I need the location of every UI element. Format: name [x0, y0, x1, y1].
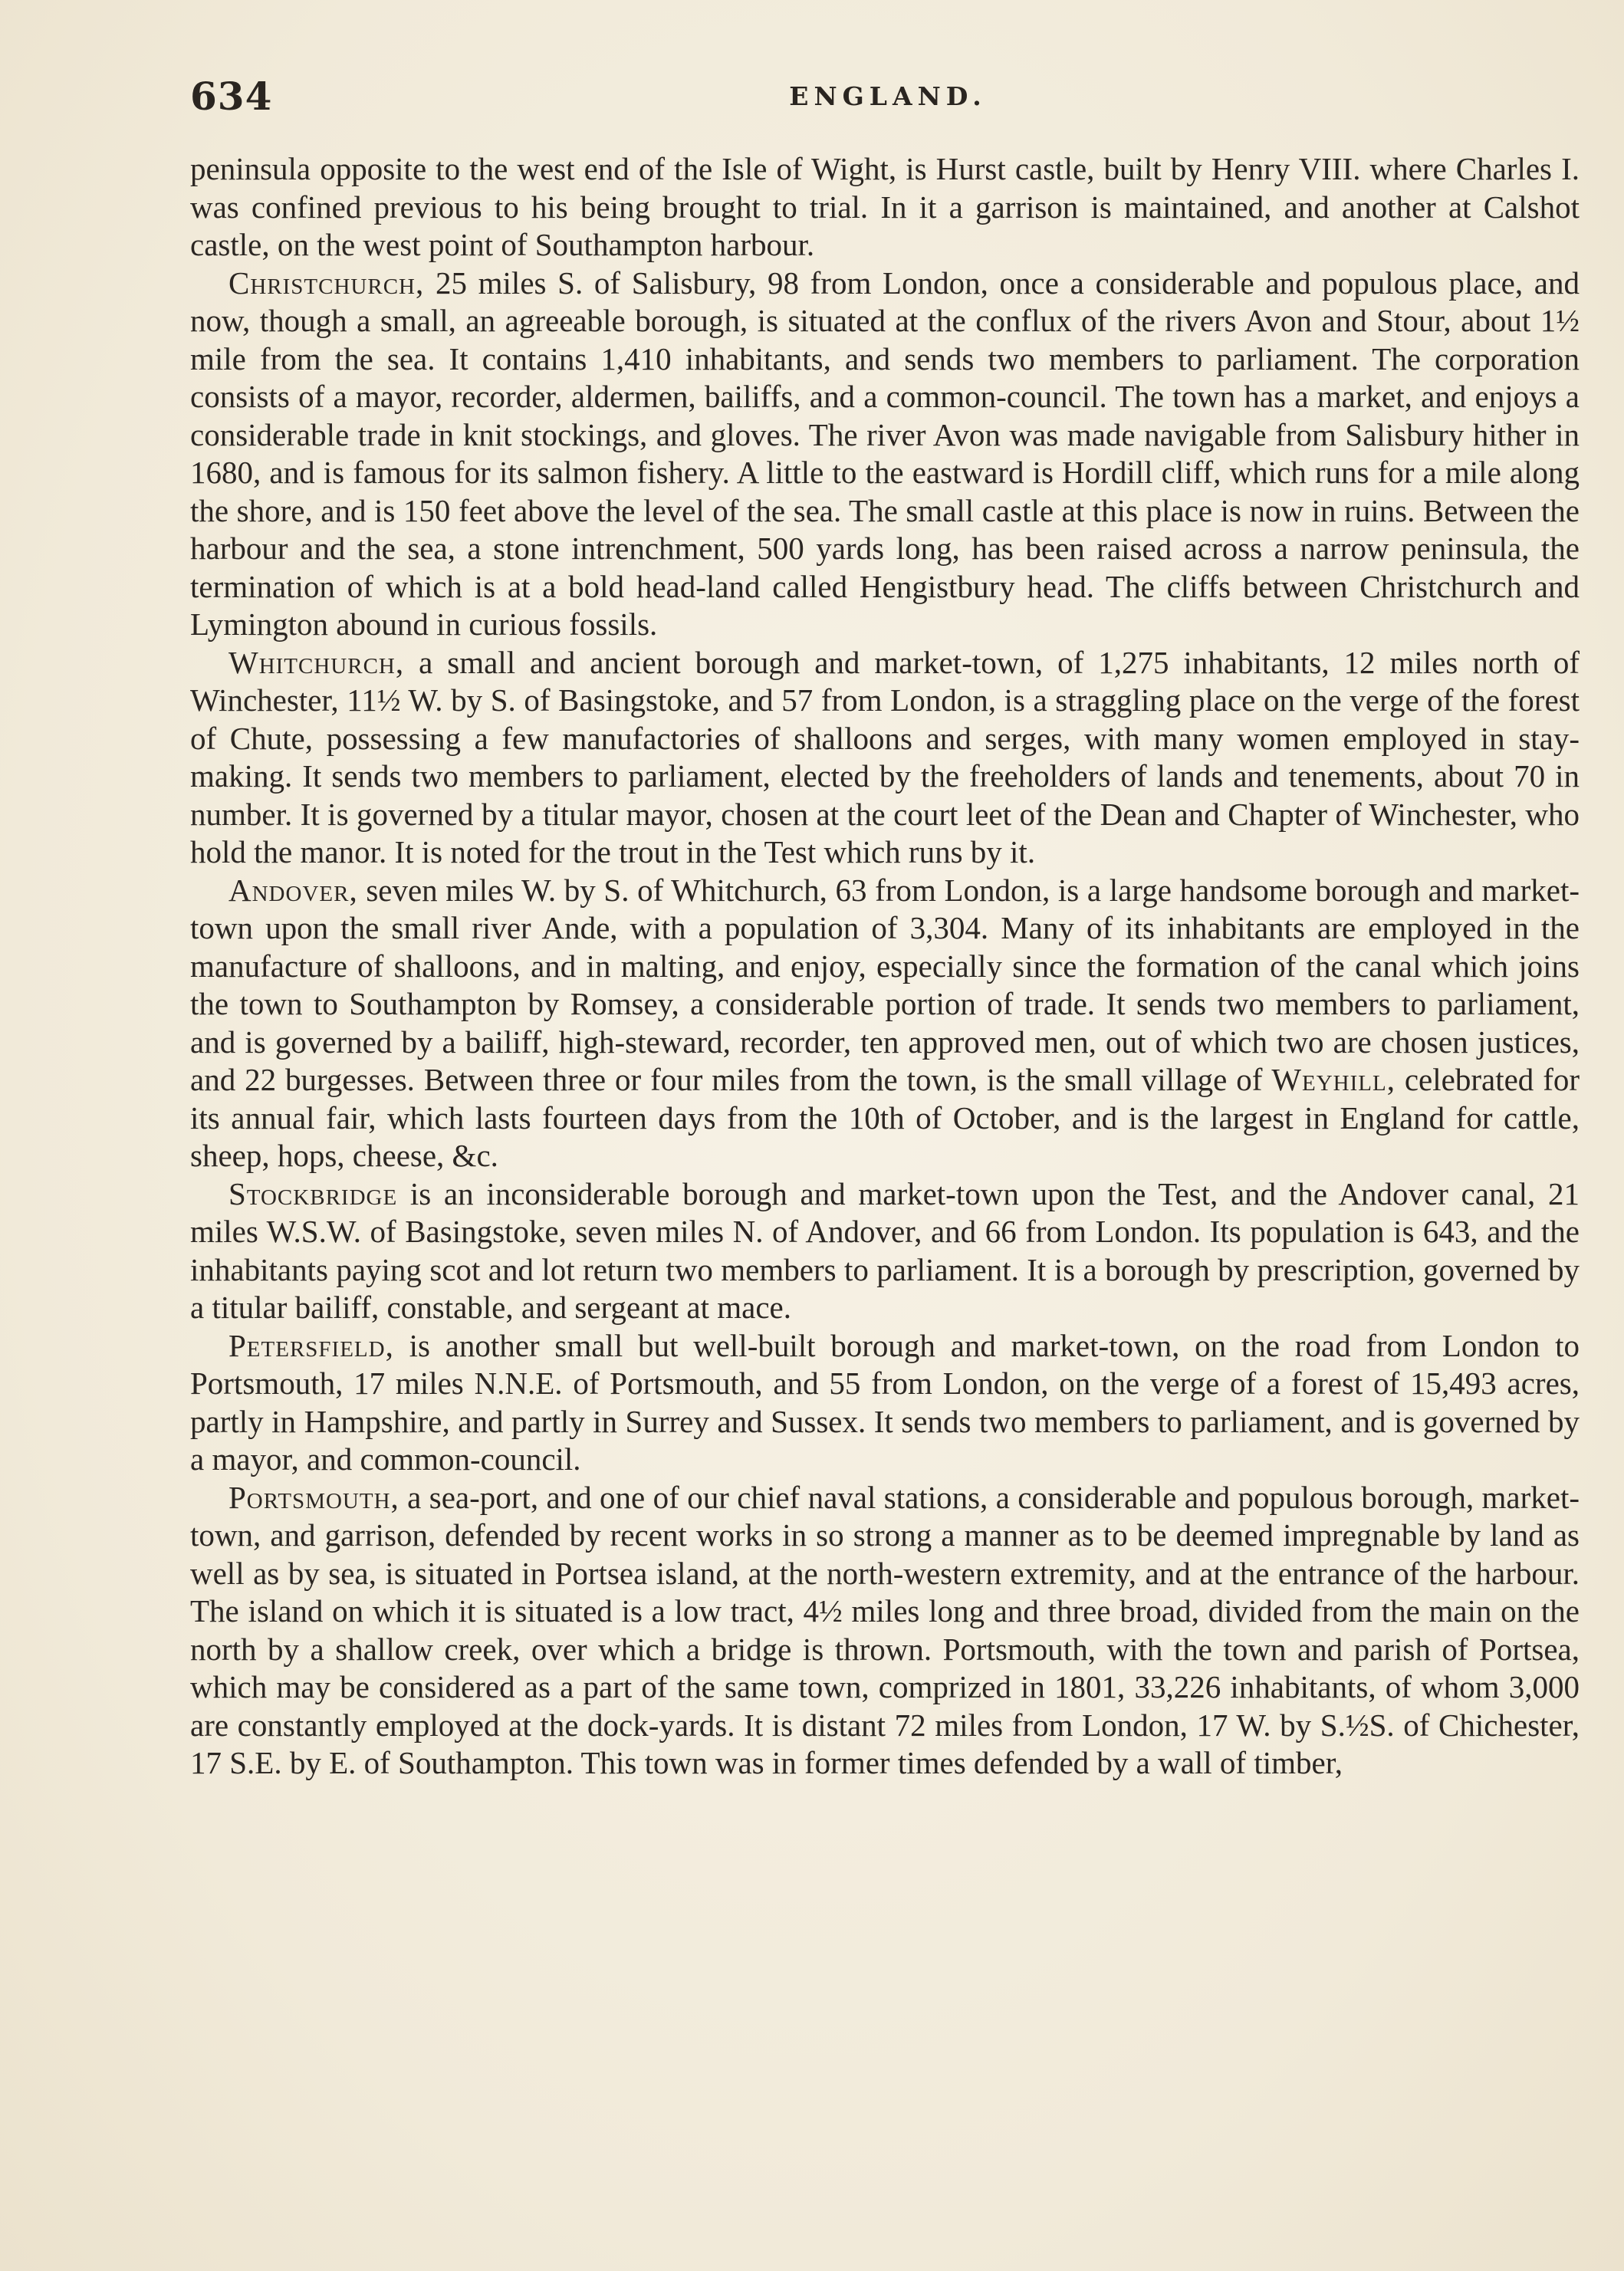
place-name-heading: Petersfield,: [228, 1327, 394, 1363]
place-name-heading: Whitchurch,: [228, 644, 405, 680]
paragraph-petersfield: [190, 1327, 1580, 1479]
paragraph-text: peninsula opposite to the west end of the Isle of Wight, is Hurst castle, built by Henry VIII. where Charles I. was confined previous to his being brought to trial. In it a garrison is maintained, and another at Calshot castle, on the west point of Southampton harbour.: [190, 151, 1580, 262]
paragraph-andover: [190, 872, 1580, 1175]
running-title: ENGLAND.: [789, 81, 987, 111]
body-text: [190, 150, 1580, 1783]
place-name-heading: Stockbridge: [228, 1175, 398, 1211]
paragraph-text: seven miles W. by S. of Whitchurch, 63 from London, is a large handsome borough and market-town upon the small river Ande, with a population of 3,304. Many of its inhabitants are employed in the manufacture of shalloons, and in malting, and enjoy, especially since the formation of the canal which joins the town to Southampton by Romsey, a considerable portion of trade. It sends two members to parliament, and is governed by a bailiff, high-steward, recorder, ten approved men, out of which two are chosen justices, and 22 burgesses. Between three or four miles from the town, is the small village of: [190, 872, 1580, 1097]
paragraph-whitchurch: [190, 644, 1580, 872]
paragraph-text: is another small but well-built borough and market-town, on the road from London to Portsmouth, 17 miles N.N.E. of Portsmouth, and 55 from London, on the verge of a forest of 15,493 acres, partly in Hampshire, and partly in Surrey and Sussex. It sends two members to parliament, and is governed by a mayor, and common-council.: [190, 1327, 1580, 1477]
paragraph-hurst-castle: [190, 150, 1580, 265]
place-name-inline: Weyhill,: [1271, 1062, 1396, 1097]
paragraph-text: is an inconsiderable borough and market-town upon the Test, and the Andover canal, 21 miles W.S.W. of Basingstoke, seven miles N. of Andover, and 66 from London. Its population is 643, and the inhabitants paying scot and lot return two members to parliament. It is a borough by prescription, governed by a titular bailiff, constable, and sergeant at mace.: [190, 1175, 1580, 1325]
place-name-heading: Andover,: [228, 872, 358, 908]
running-head: [190, 74, 1586, 127]
place-name-heading: Christchurch,: [228, 265, 425, 301]
paragraph-text: 25 miles S. of Salisbury, 98 from London, once a considerable and populous place, and now, though a small, an agreeable borough, is situated at the conflux of the rivers Avon and Stour, about 1½ mile from the sea. It contains 1,410 inhabitants, and sends two members to parliament. The corporation consists of a mayor, recorder, aldermen, bailiffs, and a common-council. The town has a market, and enjoys a considerable trade in knit stockings, and gloves. The river Avon was made navigable from Salisbury hither in 1680, and is famous for its salmon fishery. A little to the eastward is Hordill cliff, which runs for a mile along the shore, and is 150 feet above the level of the sea. The small castle at this place is now in ruins. Between the harbour and the sea, a stone intrenchment, 500 yards long, has been raised across a narrow peninsula, the termination of which is at a bold head-land called Hengistbury head. The cliffs between Christchurch and Lymington abound in curious fossils.: [190, 265, 1580, 642]
paragraph-text: a sea-port, and one of our chief naval stations, a considerable and populous borough, market-town, and garrison, defended by recent works in so strong a manner as to be deemed impregnable by land as well as by sea, is situated in Portsea island, at the north-western extremity, and at the entrance of the harbour. The island on which it is situated is a low tract, 4½ miles long and three broad, divided from the main on the north by a shallow creek, over which a bridge is thrown. Portsmouth, with the town and parish of Portsea, which may be considered as a part of the same town, comprized in 1801, 33,226 inhabitants, of whom 3,000 are constantly employed at the dock-yards. It is distant 72 miles from London, 17 W. by S.½S. of Chichester, 17 S.E. by E. of Southampton. This town was in former times defended by a wall of timber,: [190, 1479, 1580, 1780]
paragraph-stockbridge: [190, 1175, 1580, 1327]
paragraph-portsmouth: [190, 1479, 1580, 1783]
place-name-heading: Portsmouth,: [228, 1479, 399, 1515]
page-number: 634: [190, 74, 273, 119]
paragraph-text: a small and ancient borough and market-town, of 1,275 inhabitants, 12 miles north of Winchester, 11½ W. by S. of Basingstoke, and 57 from London, is a straggling place on the verge of the forest of Chute, possessing a few manufactories of shalloons and serges, with many women employed in stay-making. It sends two members to parliament, elected by the freeholders of lands and tenements, about 70 in number. It is governed by a titular mayor, chosen at the court leet of the Dean and Chapter of Winchester, who hold the manor. It is noted for the trout in the Test which runs by it.: [190, 644, 1580, 869]
paragraph-text-tail: celebrated for its annual fair, which lasts fourteen days from the 10th of October, and is the largest in England for cattle, sheep, hops, cheese, &c.: [190, 1062, 1580, 1173]
paragraph-christchurch: [190, 265, 1580, 644]
